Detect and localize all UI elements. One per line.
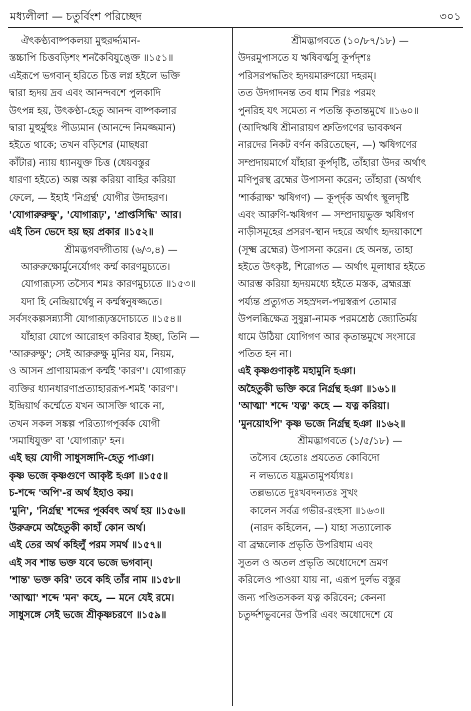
left-column-line: হইতে থাকে; তখন বড়িশের (মাছধরা (9, 140, 149, 152)
right-column-line: বা ব্রহ্মলোক প্রভৃতি উপরিধাম এবং (238, 540, 373, 552)
right-column (238, 33, 462, 705)
left-column-line: এই সব শান্ত ভক্ত যবে ভজে ভগবান্‌। (9, 557, 153, 569)
right-column-line: পুনরিহ যৎ সমেত্য ন পতন্তি কৃতান্তমুখে ॥১৬০॥ (238, 105, 419, 117)
right-column-line: (নারদ কহিলেন, —) যাহা সত্যালোক (250, 522, 392, 534)
right-column-line: করিলেও পাওয়া যায় না, এরূপ দুর্লভ বস্তুর (238, 575, 401, 587)
left-column-line: শ্রীমদ্ভগবদ্গীতায় (৬/৩,৪) — (64, 244, 178, 256)
left-column-line: কাঁটার) ন্যায় ধ্যানযুক্ত চিত্ত (ধেয়বস্তুর (9, 157, 151, 169)
right-column-line: জন্য পণ্ডিতসকল যত্ন করিবেন; কেননা (238, 592, 386, 604)
right-column-line: তস্যৈব হেতোঃ প্রযতেত কোবিদো (250, 453, 380, 465)
left-column-line: 'আত্মা' শব্দে 'মন' কহে, — মনে যেই রমে। (9, 592, 175, 604)
page-header (8, 6, 463, 24)
left-column-line: আরুরুক্ষোর্মুনের্যোগং কর্ম্ম কারণমুচ্যতে। (21, 262, 171, 274)
right-column-line: ন লভ্যতে যদ্ভ্রমতামুপর্য্যধঃ। (250, 470, 354, 482)
left-column-line: যদা হি নেন্দ্রিয়ার্থেষু ন কর্ম্মস্বনুষজ্জতে। (21, 296, 163, 308)
left-column-line: 'মুনি', 'নির্গ্রন্থ' শব্দের পূর্ব্ববৎ অর্থ হয় ॥১৫৬॥ (9, 505, 186, 517)
left-column-line: যাঁহারা যোগে আরোহণ করিবার ইচ্ছা, তিনি — (21, 331, 200, 343)
right-column-line: ধামে উঠিয়া যোগিগণ আর কৃতান্তমুখে সংসারে (238, 331, 416, 343)
header-rule (8, 27, 463, 28)
right-column-line: অহৈতুকী ভক্তি করে নির্গ্রন্থ হঞা ॥১৬১॥ (238, 383, 396, 395)
right-column-line: পরিসরপদ্ধতিং হৃদয়মারুণয়ো দহরম্‌। (238, 70, 377, 82)
left-column-line: ঐৎকণ্ঠ্যবাষ্পকলয়া মুহুরর্দ্দ্যমান- (21, 36, 141, 47)
right-column-line: তল্লভ্যতে দুঃখবদন্যতঃ সুখং (250, 488, 358, 500)
right-column-line: এই কৃষ্ণগুণাকৃষ্ট মহামুনি হঞা। (238, 366, 356, 378)
right-column-line: মণিপুরস্থ ব্রহ্মের উপাসনা করেন; তাঁহারা (অর্থাৎ (238, 175, 422, 187)
left-column-line: তখন সকল সঙ্কল্প পরিত্যাগপূর্ব্বক যোগী (9, 418, 160, 430)
right-column-line: 'শার্করাক্ষ' ঋষিগণ) — কূর্প্দৃক অর্থাৎ স্থূলদৃষ্টি (238, 192, 409, 204)
left-column (9, 33, 233, 705)
left-column-line: সাধুসঙ্গে সেই ভজে শ্রীকৃষ্ণচরণে ॥১৫৯॥ (9, 609, 167, 621)
left-column-line: উরুক্রমে অহৈতুকী কাহাঁ কোন অর্থ। (9, 522, 146, 534)
left-column-line: যোগারূঢ়স্য তস্যৈব শমঃ কারণমুচ্যতে ॥১৫৩॥ (21, 279, 196, 291)
right-column-line: আরম্ভ করিয়া হৃদয়মধ্যে হইতে মস্তক, ব্রহ্মরন্ধ্র (238, 279, 411, 291)
page-number: ৩০১ (439, 10, 461, 23)
left-column-line: এই তিন ভেদে হয় ছয় প্রকার ॥১৫২॥ (9, 227, 154, 239)
right-column-line: পর্য্যন্ত প্রত্যুগত সহস্রদল-পদ্মস্বরূপ তোমার (238, 296, 397, 308)
right-column-line: পতিত হন না। (238, 349, 292, 361)
right-column-line: 'মুনয়োঽপি' কৃষ্ণ ভজে নির্গ্রন্থ হঞা ॥১৬২॥ (238, 418, 406, 430)
right-column-line: (সূক্ষ্ম ব্রহ্মের) উপাসনা করেন। হে অনন্ত, তাহা (238, 244, 413, 256)
left-column-line: 'আরুরুক্ষু'; সেই আরুরুক্ষু মুনির যম, নিয়ম, (9, 349, 175, 361)
left-column-line: চ-শব্দে 'অপি'-র অর্থ ইহাও কয়। (9, 488, 134, 500)
left-column-line: দ্বারা মুহুর্মুহুঃ পীড্যমান (আনন্দে নিমজ্জমান) (9, 122, 176, 134)
left-column-line: ধারণা হইতে) অল্প অল্প করিয়া বাহির করিয়া (9, 175, 176, 187)
left-column-line: ও আসন প্রাণায়ামরূপ কর্ম্মই 'কারণ'। যোগারূঢ় (9, 366, 186, 378)
left-column-line: কৃষ্ণ ভজে কৃষ্ণগুণে আকৃষ্ট হঞা ॥১৫৫॥ (9, 470, 168, 482)
right-column-line: নারদের নিকট বর্ণন করিতেছেন, —) ঋষিগণের (238, 140, 417, 152)
right-column-line: হইতে উৎকৃষ্ট, শিরোগত — অর্থাৎ মূলাধার হইতে (238, 262, 425, 274)
right-column-line: শ্রীমদ্ভাগবতে (১০/৮৭/১৮) — (291, 36, 409, 47)
right-column-line: 'আত্মা' শব্দে 'যত্ন' কহে — যত্ন করিয়া। (238, 401, 390, 413)
right-column-line: উদরমুপাসতে য ঋষিবর্ত্মসু কূর্পদৃশঃ (238, 53, 372, 65)
left-column-line: ব্যক্তির ধ্যানধারণাপ্রত্যাহাররূপ-শমই 'কারণ'। (9, 383, 179, 395)
left-column-line: দ্বারা হৃদয় দ্রব এবং আনন্দবশে পুলকাদি (9, 88, 161, 100)
left-column-line: 'সমাধিযুক্ত' বা 'যোগারূঢ়' হন। (9, 435, 125, 447)
right-column-line: নাড়ীসমূহের প্রসরণ-স্থান দহরে অর্থাৎ হৃদয়াকাশে (238, 227, 423, 239)
right-column-line: কালেন সর্বত্র গভীর-রংহসা ॥১৬৩॥ (250, 505, 385, 517)
right-column-line: সুতল ও অতল প্রভৃতি অধোদেশে ভ্রমণ (238, 557, 388, 569)
left-column-line: সর্বসংকল্পসন্ন্যাসী যোগারূঢ়স্তদোচ্যতে ॥১৫৪॥ (9, 314, 182, 326)
left-column-line: এইরূপে ভগবান্‌ হরিতে চিত্ত লগ্ন হইলে ভক্তি (9, 70, 180, 82)
left-column-line: 'শান্ত' ভক্ত করি' তবে কহি তাঁর নাম ॥১৫৮॥ (9, 575, 181, 587)
right-column-line: উপলব্ধিক্ষেত্র সুষুম্না-নামক পরমশ্রেষ্ঠ জ্যোতির্ময় (238, 314, 418, 326)
left-column-line: এই তের অর্থ কহিলুঁ পরম সমর্থ ॥১৫৭॥ (9, 540, 162, 552)
right-column-line: চতুর্দ্দশভুবনের উপরি এবং অধোদেশে যে (238, 609, 393, 621)
left-column-line: ইন্দ্রিয়ার্থ কর্ম্মেতে যখন আসক্তি থাকে না, (9, 401, 165, 413)
left-column-line: স্তচ্চাপি চিত্তবড়িশং শনকৈবিযুঙ্ক্তে ॥১৫১॥ (9, 53, 174, 65)
left-column-line: 'যোগারুরুক্ষু', 'যোগারূঢ়', 'প্রাপ্তসিদ্ধি' আর। (9, 209, 182, 221)
left-column-line: ফেলে, — ইহাই 'নিগ্রর্ন্থ' যোগীর উদাহরণ। (9, 192, 168, 204)
left-column-line: এই ছয় যোগী সাধুসঙ্গাদি-হেতু পাঞা। (9, 453, 154, 465)
right-column-line: তত উদগাদনন্ত তব ধাম শিরঃ পরমং (238, 88, 376, 100)
running-title: মধ্যলীলা — চতুর্বিংশ পরিচ্ছেদ (10, 10, 142, 23)
right-column-line: সম্প্রদায়মার্গে যাঁহারা কূর্পদৃষ্টি, তাঁহারা উদর অর্থাৎ (238, 157, 427, 169)
right-column-line: (আদিঋষি শ্রীনারায়ণ শ্রুতিগণের ভাবকথন (238, 122, 402, 134)
right-column-line: শ্রীমদ্ভাগবতে (১/৫/১৮) — (297, 435, 403, 447)
right-column-line: এবং আরুণি-ঋষিগণ — সম্প্রদায়ভুক্ত ঋষিগণ (238, 209, 415, 221)
left-column-line: উৎপন্ন হয়, উৎকণ্ঠা-হেতু আনন্দ বাষ্পকলার (9, 105, 177, 117)
